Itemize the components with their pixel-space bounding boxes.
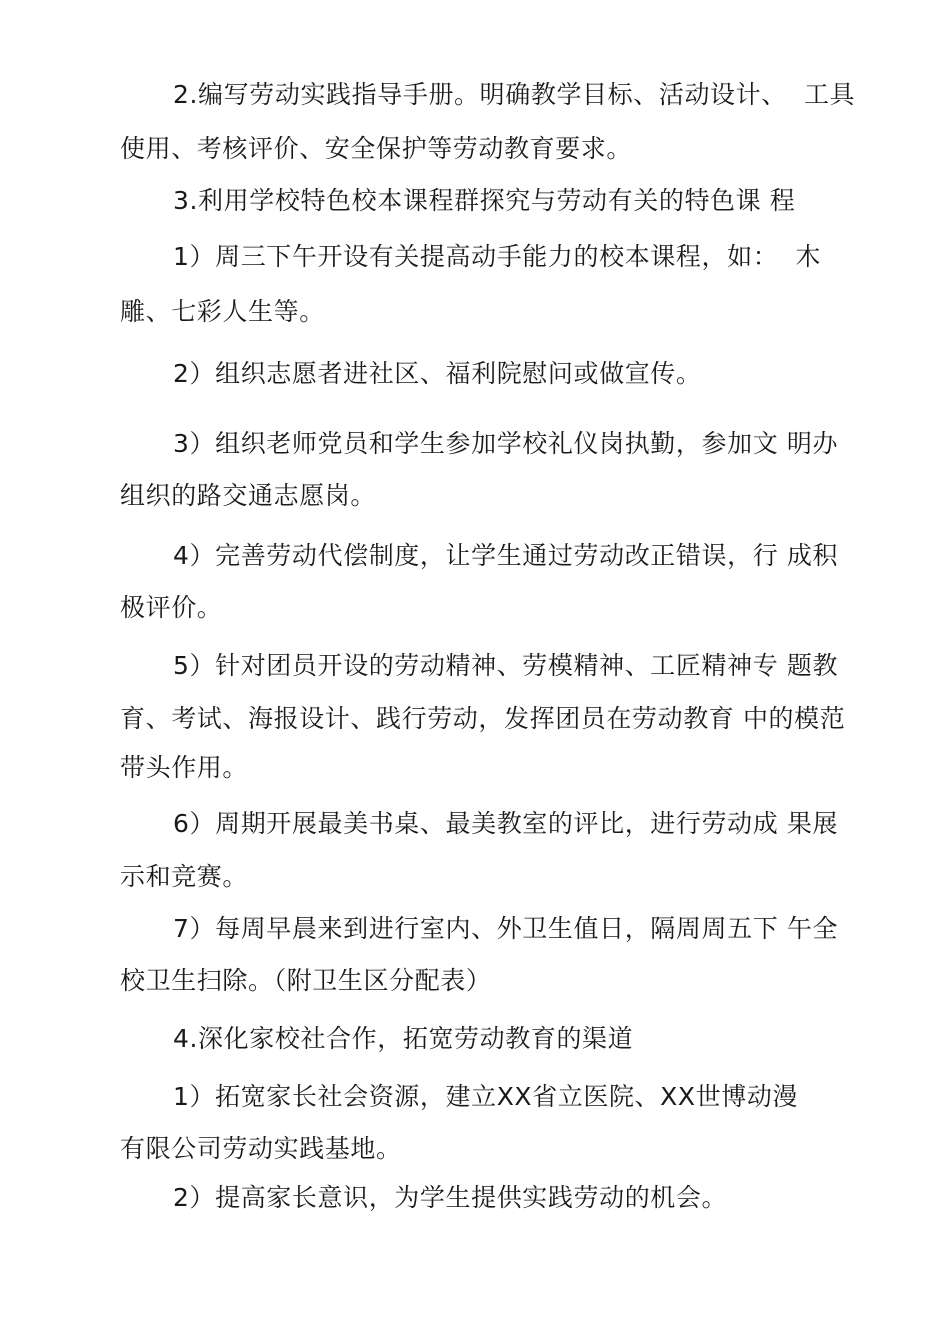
paragraph-line: 带头作用。 <box>120 753 249 782</box>
paragraph-line: 5）针对团员开设的劳动精神、劳模精神、工匠精神专 题教 <box>173 651 839 680</box>
paragraph-line: 有限公司劳动实践基地。 <box>120 1134 402 1163</box>
paragraph-line: 校卫生扫除。（附卫生区分配表） <box>120 966 492 995</box>
paragraph-line: 雕、七彩人生等。 <box>120 297 325 326</box>
paragraph-line: 使用、考核评价、安全保护等劳动教育要求。 <box>120 134 633 163</box>
paragraph-line: 极评价。 <box>120 593 223 622</box>
paragraph-line: 7）每周早晨来到进行室内、外卫生值日，隔周周五下 午全 <box>173 914 839 943</box>
paragraph-line: 6）周期开展最美书桌、最美教室的评比，进行劳动成 果展 <box>173 809 839 838</box>
section-heading: 3.利用学校特色校本课程群探究与劳动有关的特色课 程 <box>173 186 796 215</box>
paragraph-line: 组织的路交通志愿岗。 <box>120 481 377 510</box>
paragraph-line: 2.编写劳动实践指导手册。明确教学目标、活动设计、 工具 <box>173 80 856 109</box>
paragraph-line: 1）周三下午开设有关提高动手能力的校本课程，如： 木 <box>173 242 822 271</box>
paragraph-line: 2）组织志愿者进社区、福利院慰问或做宣传。 <box>173 359 702 388</box>
paragraph-line: 1）拓宽家长社会资源，建立XX省立医院、XX世博动漫 <box>173 1082 799 1111</box>
paragraph-line: 示和竞赛。 <box>120 862 249 891</box>
paragraph-line: 3）组织老师党员和学生参加学校礼仪岗执勤，参加文 明办 <box>173 429 839 458</box>
paragraph-line: 4）完善劳动代偿制度，让学生通过劳动改正错误，行 成积 <box>173 541 839 570</box>
section-heading: 4.深化家校社合作，拓宽劳动教育的渠道 <box>173 1024 634 1053</box>
paragraph-line: 育、考试、海报设计、践行劳动，发挥团员在劳动教育 中的模范 <box>120 704 846 733</box>
paragraph-line: 2）提高家长意识，为学生提供实践劳动的机会。 <box>173 1183 728 1212</box>
